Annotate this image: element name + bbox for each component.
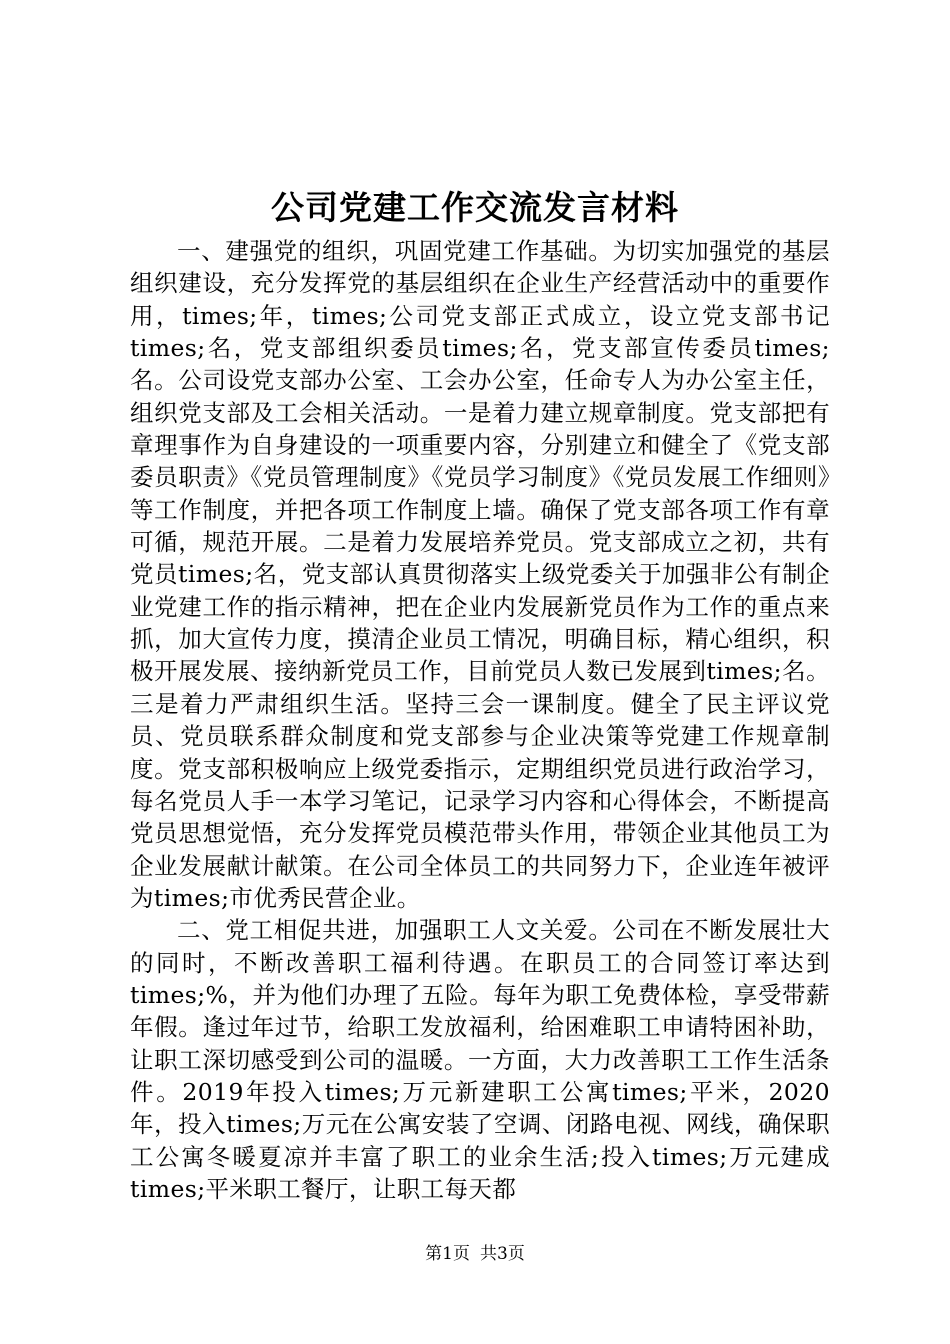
- page-number: 第1页: [425, 1244, 470, 1264]
- paragraph-1: 一、建强党的组织，巩固党建工作基础。为切实加强党的基层组织建设，充分发挥党的基层组织在企业生产经营活动中的重要作用，times;年，times;公司党支部正式成立，设立党支部书记times;名，党支部组织委员times;名，党支部宣传委员times;名。公司设党支部办公室、工会办公室，任命专人为办公室主任，组织党支部及工会相关活动。一是着力建立规章制度。党支部把有章理事作为自身建设的一项重要内容，分别建立和健全了《党支部委员职责》《党员管理制度》《党员学习制度》《党员发展工作细则》等工作制度，并把各项工作制度上墙。确保了党支部各项工作有章可循，规范开展。二是着力发展培养党员。党支部成立之初，共有党员times;名，党支部认真贯彻落实上级党委关于加强非公有制企业党建工作的指示精神，把在企业内发展新党员作为工作的重点来抓，加大宣传力度，摸清企业员工情况，明确目标，精心组织，积极开展发展、接纳新党员工作，目前党员人数已发展到times;名。三是着力严肃组织生活。坚持三会一课制度。健全了民主评议党员、党员联系群众制度和党支部参与企业决策等党建工作规章制度。党支部积极响应上级党委指示，定期组织党员进行政治学习，每名党员人手一本学习笔记，记录学习内容和心得体会，不断提高党员思想觉悟，充分发挥党员模范带头作用，带领企业其他员工为企业发展献计献策。在公司全体员工的共同努力下，企业连年被评为times;市优秀民营企业。: [130, 237, 830, 912]
- page-total: 共3页: [480, 1244, 525, 1264]
- page-footer: [0, 1242, 950, 1266]
- paragraph-2: 二、党工相促共进，加强职工人文关爱。公司在不断发展壮大的同时，不断改善职工福利待遇。在职员工的合同签订率达到times;%，并为他们办理了五险。每年为职工免费体检，享受带薪年假。逢过年过节，给职工发放福利，给困难职工申请特困补助，让职工深切感受到公司的温暖。一方面，大力改善职工工作生活条件。2019年投入times;万元新建职工公寓times;平米，2020年，投入times;万元在公寓安装了空调、闭路电视、网线，确保职工公寓冬暖夏凉并丰富了职工的业余生活;投入times;万元建成times;平米职工餐厅，让职工每天都: [130, 916, 830, 1203]
- document-body: [130, 235, 830, 1205]
- document-title: 公司党建工作交流发言材料: [271, 188, 679, 227]
